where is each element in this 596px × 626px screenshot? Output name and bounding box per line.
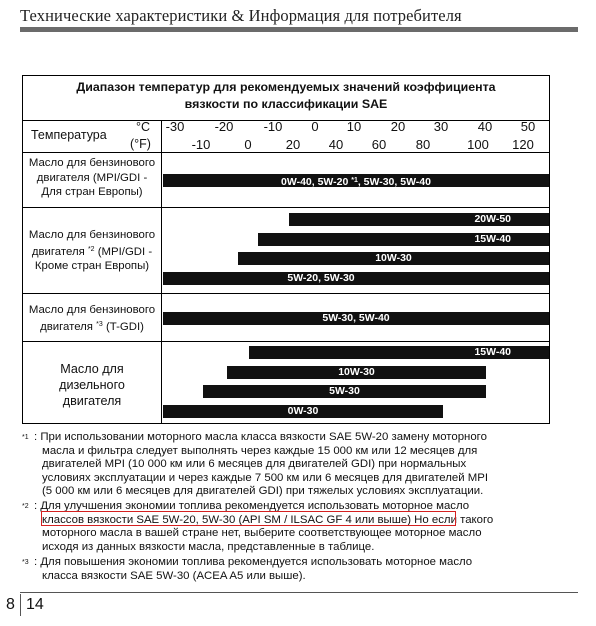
footnote-line: : Для повышения экономии топлива рекомендуется использовать моторное масло — [34, 556, 473, 568]
header-rule — [20, 27, 578, 32]
section-number: 8 — [6, 596, 15, 613]
row-label-line: Масло для бензинового — [28, 229, 156, 241]
viscosity-bar: 5W-30 — [203, 385, 486, 398]
celsius-tick: 20 — [390, 119, 406, 134]
fahrenheit-tick: 80 — [415, 137, 431, 152]
row-label-line: Для стран Европы) — [41, 186, 143, 198]
divider — [23, 293, 549, 294]
viscosity-bar: 15W-40 — [249, 346, 549, 359]
viscosity-bar: 5W-30, 5W-40 — [163, 312, 549, 325]
footnote-mark: *2 — [22, 503, 29, 510]
divider — [20, 594, 21, 616]
viscosity-bar: 0W-30 — [163, 405, 443, 418]
footnote-marker — [22, 431, 29, 448]
row-label-line: двигателя — [62, 394, 122, 408]
fahrenheit-tick: 120 — [512, 137, 534, 152]
footnote-marker — [22, 556, 29, 573]
divider — [23, 341, 549, 342]
fahrenheit-tick: -10 — [191, 137, 211, 152]
footer-rule — [20, 592, 578, 593]
row-label-line: двигателя (MPI/GDI - — [36, 171, 148, 184]
viscosity-table — [22, 75, 550, 424]
viscosity-bar — [163, 174, 549, 187]
row-label-line — [23, 243, 161, 260]
celsius-tick: 0 — [311, 119, 319, 134]
footnote-line: : Для улучшения экономии топлива рекомендуется использовать моторное масло — [34, 500, 470, 512]
row-label-diesel — [23, 361, 161, 409]
footnote-2 — [34, 500, 548, 554]
celsius-tick: 30 — [433, 119, 449, 134]
footnote-3 — [34, 556, 548, 583]
table-title-line-2: вязкости по классификации SAE — [184, 97, 388, 111]
footnote-line: условиях эксплуатации и через каждые 7 500 км или 6 месяцев для двигателей MPI — [42, 471, 489, 484]
footnote-line: (5 000 км или 6 месяцев для двигателей GDI) при тяжелых условиях эксплуатации. — [42, 485, 484, 498]
bar-label: 0W-40, 5W-20 — [281, 176, 352, 188]
fahrenheit-tick: 40 — [328, 137, 344, 152]
row-label-text: (MPI/GDI - — [97, 245, 153, 258]
celsius-tick: 10 — [346, 119, 362, 134]
divider — [23, 120, 549, 121]
footnote-text: Но если такого — [411, 513, 494, 526]
footnote-line: класса вязкости SAE 5W-30 (ACEA A5 или выше). — [42, 569, 306, 582]
footnote-mark: *3 — [22, 559, 29, 566]
divider — [161, 120, 162, 423]
row-label-line: Масло для бензинового — [28, 304, 156, 316]
footnote-mark: *2 — [87, 245, 95, 253]
fahrenheit-tick: 20 — [285, 137, 301, 152]
fahrenheit-tick: 100 — [467, 137, 489, 152]
divider — [23, 207, 549, 208]
celsius-tick: -30 — [165, 119, 185, 134]
row-label-text: (T-GDI) — [105, 320, 144, 333]
footnote-mark: *3 — [96, 320, 103, 328]
viscosity-bar: 5W-20, 5W-30 — [163, 272, 549, 285]
row-label-tgdi — [23, 303, 161, 334]
footnote-line: моторного масла в вашей стране нет, выберите соответствующее моторное масло — [42, 527, 482, 540]
temperature-label: Температура — [31, 128, 107, 142]
row-label-line — [23, 318, 161, 335]
table-title — [23, 79, 549, 113]
viscosity-bar: 20W-50 — [289, 213, 549, 226]
bar-label: , 5W-30, 5W-40 — [357, 176, 431, 188]
viscosity-bar: 10W-30 — [238, 252, 549, 265]
fahrenheit-tick: 60 — [371, 137, 387, 152]
celsius-tick: 40 — [477, 119, 493, 134]
footnote-line: масла и фильтра следует выполнять через каждые 15 000 км или 12 месяцев для — [42, 444, 478, 457]
row-label-text: двигателя — [31, 245, 85, 258]
row-label-text: двигателя — [40, 320, 93, 333]
row-label-line: Масло для — [60, 362, 124, 376]
celsius-tick: -20 — [214, 119, 234, 134]
page-number: 14 — [26, 596, 44, 613]
row-label-line: Масло для бензинового — [28, 157, 156, 169]
footnote-1 — [34, 431, 548, 499]
footnote-line: двигателей MPI (10 000 км или 6 месяцев для двигателей GDI) при нормальных — [42, 458, 467, 471]
row-label-gasoline-europe — [23, 156, 161, 200]
viscosity-bar: 10W-30 — [227, 366, 486, 379]
footnote-line: исходя из данных вязкости масла, представленные в таблице. — [42, 540, 375, 553]
viscosity-bar: 15W-40 — [258, 233, 549, 246]
footnote-marker — [22, 500, 29, 517]
table-title-line-1: Диапазон температур для рекомендуемых значений коэффициента — [76, 80, 496, 94]
highlighted-text: классов вязкости SAE 5W-20, 5W-30 (API SM / ILSAC GF 4 или выше) — [42, 513, 412, 526]
unit-celsius: °C — [136, 120, 151, 134]
unit-fahrenheit: (°F) — [130, 137, 151, 151]
footnote-mark: *1 — [22, 434, 29, 441]
footnote-line: : При использовании моторного масла класса вязкости SAE 5W-20 замену моторного — [34, 431, 487, 443]
celsius-tick: -10 — [263, 119, 283, 134]
fahrenheit-tick: 0 — [244, 137, 252, 152]
row-label-gasoline-non-europe — [23, 228, 161, 274]
highlight-box — [41, 511, 456, 526]
page-header-title: Технические характеристики & Информация для потребителя — [20, 6, 462, 25]
celsius-tick: 50 — [520, 119, 536, 134]
row-label-line: дизельного — [59, 378, 125, 392]
divider — [23, 152, 549, 153]
footnote-mark: *1 — [351, 177, 358, 184]
row-label-line: Кроме стран Европы) — [34, 260, 150, 272]
